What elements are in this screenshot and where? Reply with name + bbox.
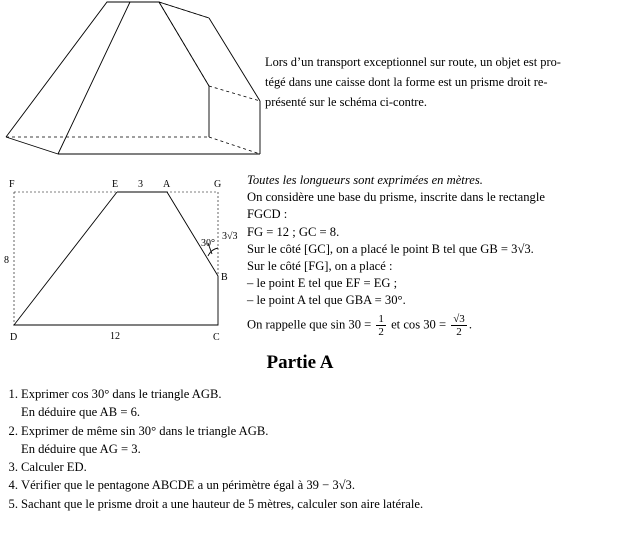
e-point-item: – le point E tel que EF = EG ; [247, 276, 398, 291]
prism-front-face [6, 2, 209, 137]
question-text: Calculer ED. [21, 460, 87, 475]
cos-denominator: 2 [456, 325, 462, 338]
label-3-top: 3 [138, 179, 143, 190]
question-text: Sachant que le prisme droit a une hauteur de 5 mètres, calculer son aire latérale. [21, 496, 424, 511]
recall-mid: et cos 30 = [391, 317, 447, 332]
question-number: 5. [8, 496, 18, 511]
question-text: Exprimer cos 30° dans le triangle AGB. [21, 387, 222, 401]
base-figure [0, 170, 248, 348]
question-item [0, 422, 630, 440]
question-text: Vérifier que le pentagone ABCDE a un périmètre égal à 39 − 3√3. [21, 478, 355, 493]
cos-numerator: √3 [453, 312, 465, 325]
base-sentence-end: FGCD : [247, 207, 288, 222]
label-A: A [163, 179, 171, 190]
prism-back-visible [58, 2, 159, 154]
sin-fraction [376, 313, 386, 338]
recall-start: On rappelle que sin 30 = [247, 317, 372, 332]
question-number: 3. [8, 460, 18, 475]
given-data-block [247, 172, 629, 338]
label-B: B [221, 272, 228, 283]
question-text: Exprimer de même sin 30° dans le triangle AGB. [21, 423, 269, 438]
trig-recall [247, 313, 629, 338]
label-F: F [9, 179, 15, 190]
prism-3d-figure [0, 0, 265, 160]
fg-side-sentence: Sur le côté [FG], on a placé : [247, 259, 393, 274]
question-number: 4. [8, 478, 18, 493]
question-number: 1. [8, 387, 18, 401]
intro-line: présenté sur le schéma ci-contre. [265, 95, 428, 109]
label-G: G [214, 179, 222, 190]
label-8: 8 [4, 255, 9, 266]
pentagon-abcde [14, 192, 218, 325]
label-D: D [10, 332, 18, 343]
label-12: 12 [110, 331, 120, 342]
a-point-item: – le point A tel que GBA = 30°. [247, 293, 406, 308]
label-angle: 30° [201, 238, 215, 249]
sin-numerator: 1 [378, 312, 384, 325]
question-item [0, 385, 630, 403]
label-E: E [112, 179, 119, 190]
question-item [0, 458, 630, 476]
question-subtext: En déduire que AB = 6. [21, 405, 141, 420]
question-list [0, 385, 630, 513]
question-subtext: En déduire que AG = 3. [21, 441, 141, 456]
units-note: Toutes les longueurs sont exprimées en mètres. [247, 173, 483, 187]
sin-denominator: 2 [378, 325, 384, 338]
label-C: C [213, 332, 220, 343]
question-item [0, 495, 630, 513]
section-title: Partie A [266, 352, 334, 373]
b-point-sentence: Sur le côté [GC], on a placé le point B tel que GB = 3√3. [247, 241, 534, 256]
base-sentence: On considère une base du prisme, inscrite dans le rectangle [247, 190, 545, 205]
question-item [0, 476, 630, 494]
prism-hidden-4 [209, 137, 260, 154]
angle-arc [208, 248, 218, 256]
cos-fraction [451, 313, 467, 338]
recall-end: . [468, 317, 472, 332]
intro-line: Lors d’un transport exceptionnel sur route, un objet est pro- [265, 55, 561, 69]
prism-bottom-left [6, 137, 58, 154]
question-number: 2. [8, 423, 18, 438]
prism-hidden-5 [159, 2, 209, 18]
intro-paragraph [265, 52, 627, 112]
intro-line: tégé dans une caisse dont la forme est un prisme droit re- [265, 75, 548, 89]
label-gb: 3√3 [222, 231, 238, 242]
fg-gc-values: FG = 12 ; GC = 8. [247, 224, 340, 239]
